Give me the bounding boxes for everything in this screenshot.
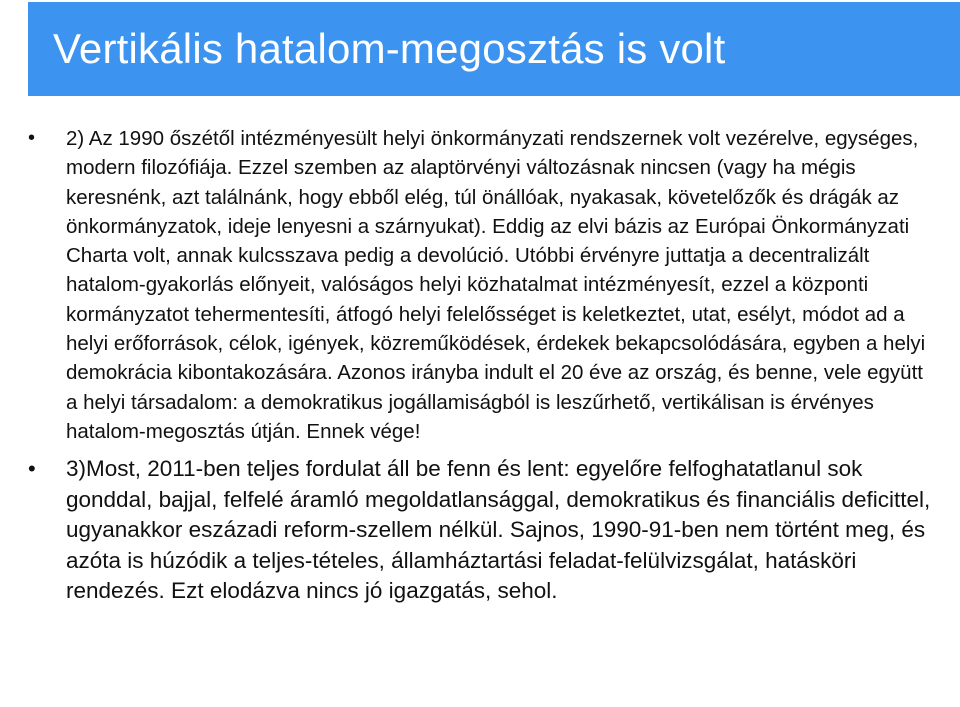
bullet-text: 3)Most, 2011-ben teljes fordulat áll be fenn és lent: egyelőre felfoghatatlanul sok gonddal, bajjal, felfelé áramló megoldatlansággal, demokratikus és financiális deficittel, ugyanakkor eszázadi reform-szellem nélkül. Sajnos, 1990-91-ben nem történt meg, és azóta is húzódik a teljes-tételes, államháztartási feladat-felülvizsgálat, hatásköri rendezés. Ezt elodázva nincs jó igazgatás, sehol.	[66, 456, 931, 604]
slide-title: Vertikális hatalom-megosztás is volt	[53, 25, 726, 72]
bullet-item-2	[28, 454, 940, 607]
bullet-item-1	[28, 124, 940, 446]
bullet-marker: •	[28, 456, 36, 482]
bullet-marker: •	[28, 127, 36, 149]
bullet-text: 2) Az 1990 őszétől intézményesült helyi önkormányzati rendszernek volt vezérelve, egységes, modern filozófiája. Ezzel szemben az alaptörvényi változásnak nincsen (vagy ha mégis keresnénk, azt találnánk, hogy ebből elég, túl önállóak, nyakasak, követelőzők és drágák az önkormányzatok, ideje lenyesni a szárnyukat). Eddig az elvi bázis az Európai Önkormányzati Charta volt, annak kulcsszava pedig a devolúció. Utóbbi érvényre juttatja a decentralizált hatalom-gyakorlás előnyeit, valóságos helyi közhatalmat intézményesít, ezzel a központi kormányzatot tehermentesíti, átfogó helyi felelősséget is keletkeztet, utat, esélyt, módot ad a helyi erőforrások, célok, igények, közreműködések, érdekek bekapcsolódására, egyben a helyi demokrácia kibontakozására. Azonos irányba indult el 20 éve az ország, és benne, vele együtt a helyi társadalom: a demokratikus jogállamiságból is leszűrhető, vertikálisan is érvényes hatalom-megosztás útján. Ennek vége!	[66, 127, 926, 443]
slide-content	[28, 124, 940, 607]
title-bar	[28, 2, 960, 96]
